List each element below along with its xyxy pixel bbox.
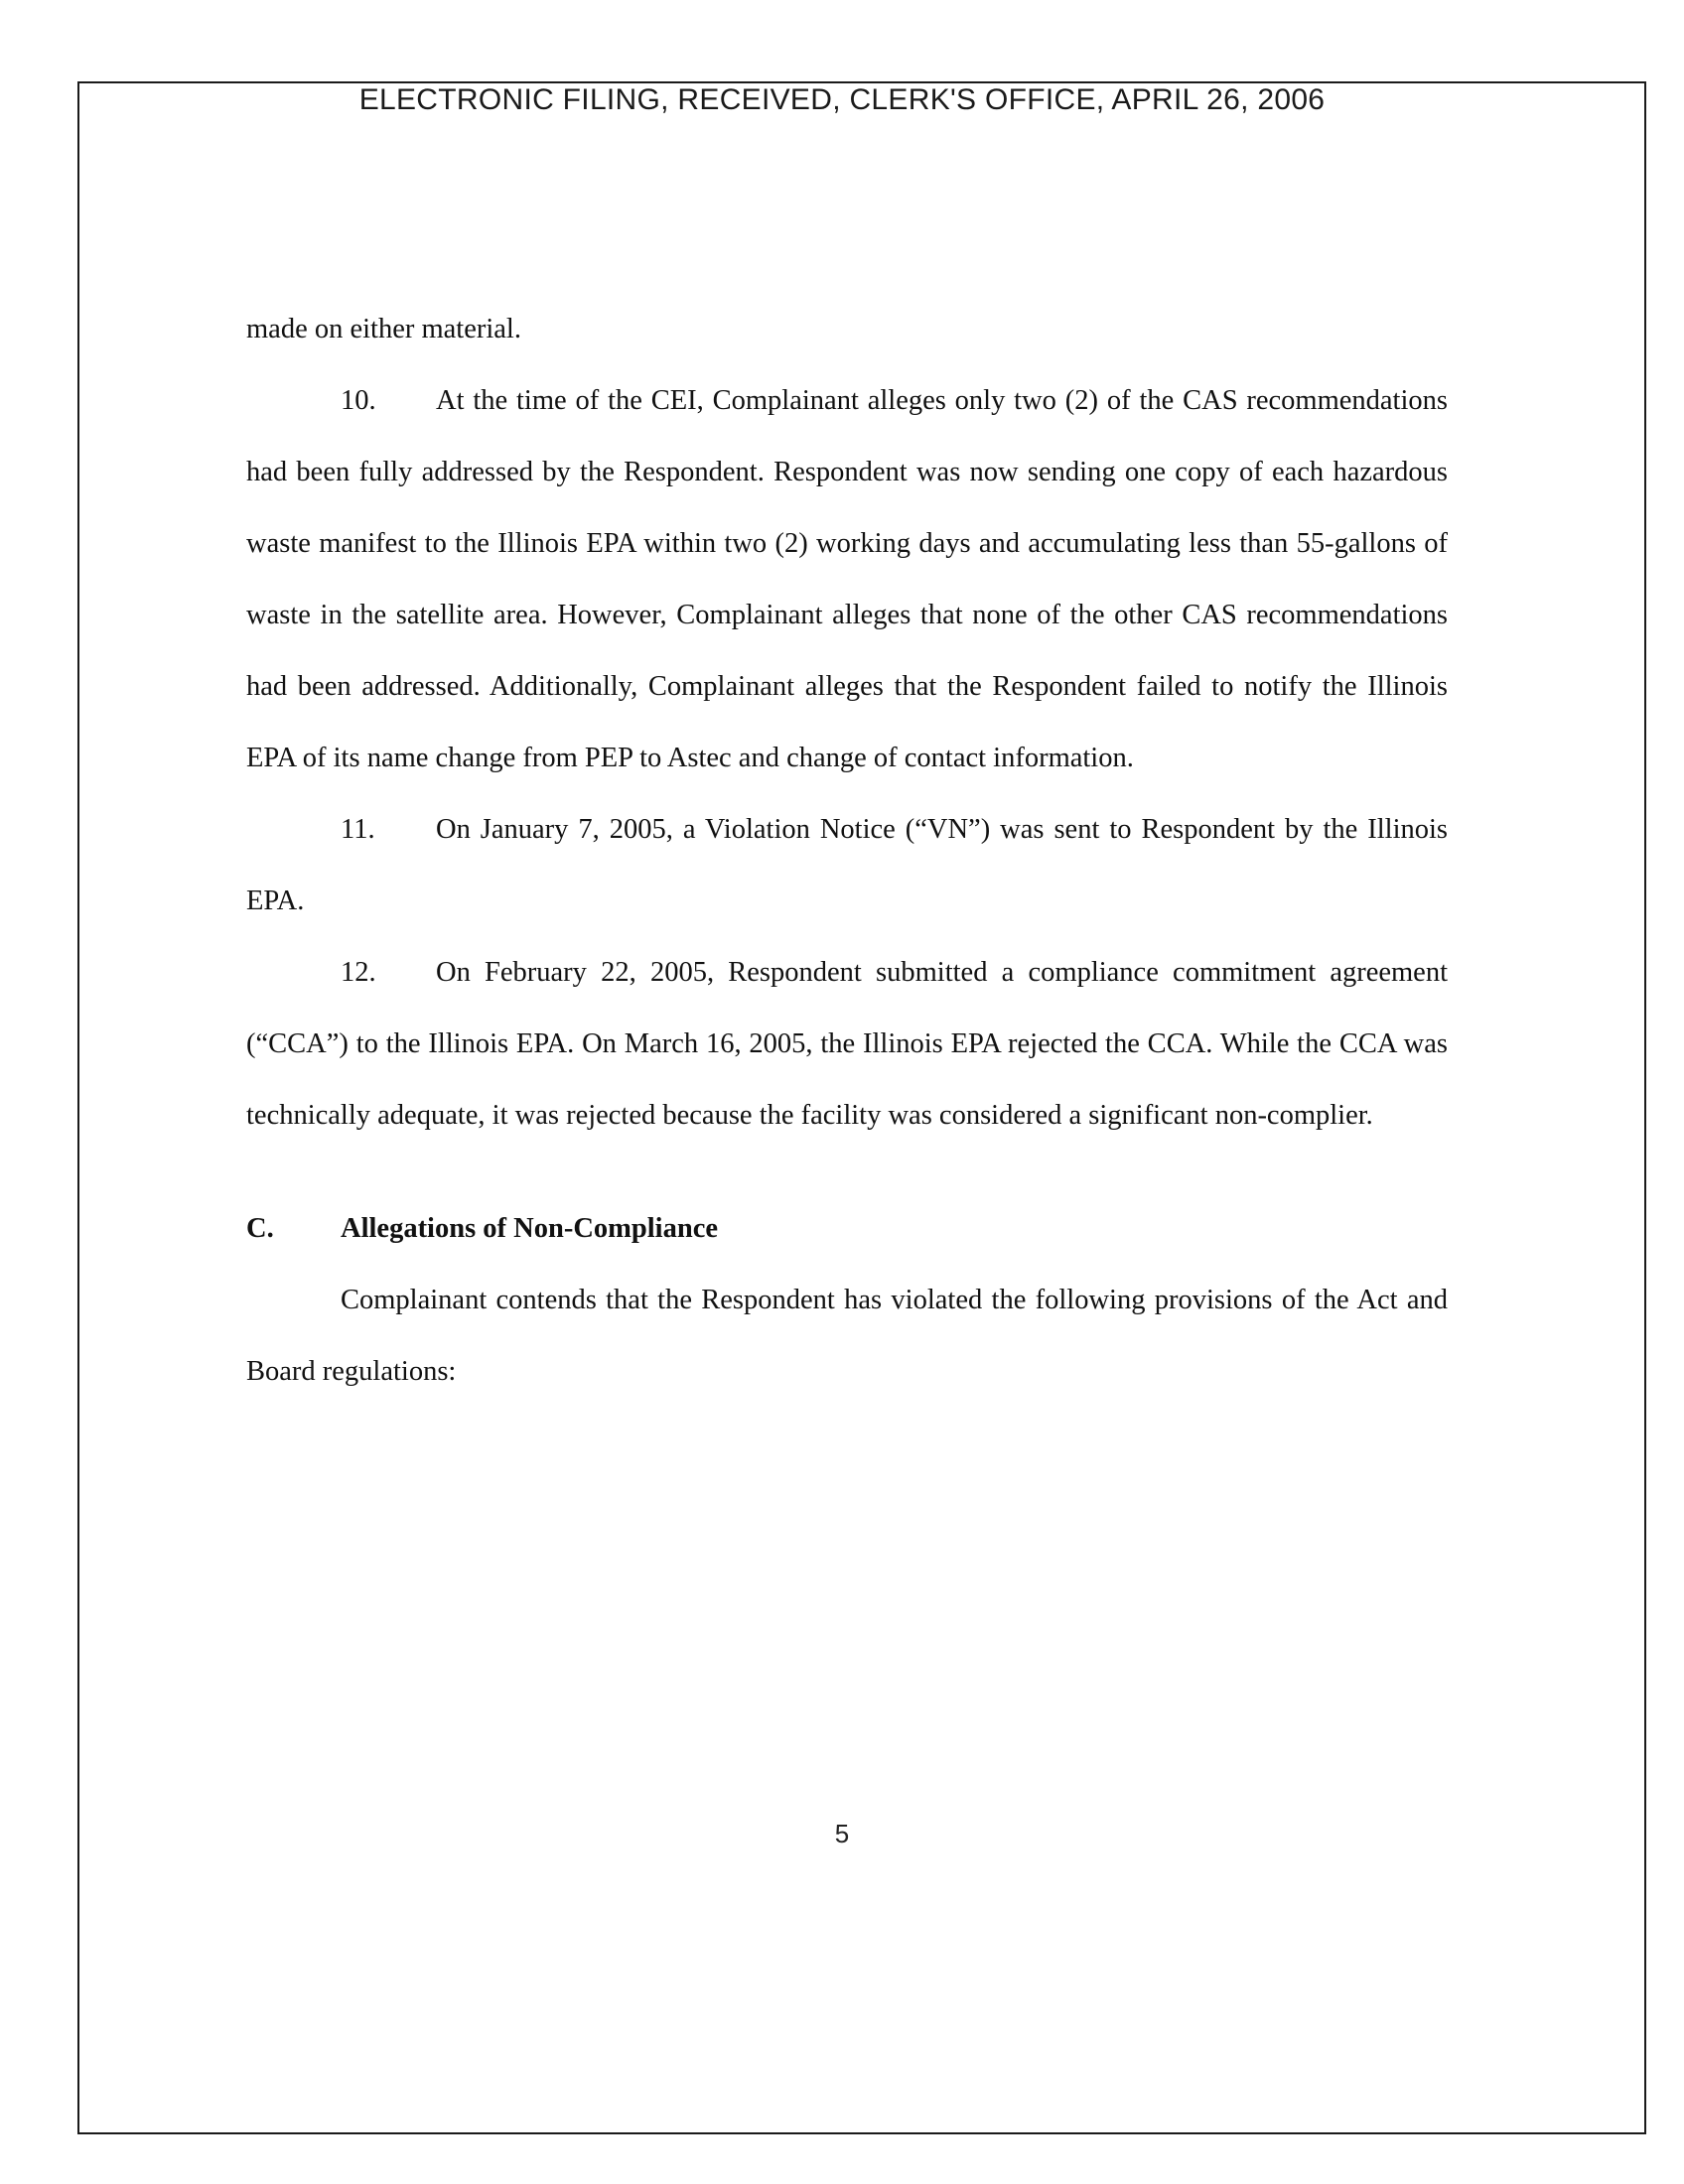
paragraph-text: On January 7, 2005, a Violation Notice (“VN”) was sent to Respondent by the Illinois EPA. bbox=[246, 814, 1448, 916]
paragraph-10 bbox=[246, 365, 1448, 794]
paragraph-text: On February 22, 2005, Respondent submitted a compliance commitment agreement (“CCA”) to the Illinois EPA. On March 16, 2005, the Illinois EPA rejected the CCA. While the CCA was technically adequate, it was rejected because the facility was considered a significant non-complier. bbox=[246, 957, 1448, 1131]
paragraph-11 bbox=[246, 794, 1448, 937]
paragraph-12 bbox=[246, 937, 1448, 1152]
document-body bbox=[246, 294, 1448, 1408]
section-title: Allegations of Non-Compliance bbox=[341, 1213, 718, 1244]
filing-stamp: ELECTRONIC FILING, RECEIVED, CLERK'S OFFICE, APRIL 26, 2006 bbox=[358, 83, 1326, 116]
paragraph-number: 11. bbox=[341, 814, 375, 845]
continuation-text: made on either material. bbox=[246, 314, 521, 344]
section-paragraph: Complainant contends that the Respondent has violated the following provisions of the Act and Board regulations: bbox=[246, 1285, 1448, 1387]
paragraph-text: At the time of the CEI, Complainant alleges only two (2) of the CAS recommendations had been fully addressed by the Respondent. Respondent was now sending one copy of each hazardous waste manifest to the Illinois EPA within two (2) working days and accumulating less than 55-gallons of waste in the satellite area. However, Complainant alleges that none of the other CAS recommendations had been addressed. Additionally, Complainant alleges that the Respondent failed to notify the Illinois EPA of its name change from PEP to Astec and change of contact information. bbox=[246, 385, 1448, 773]
page-number: 5 bbox=[834, 1819, 850, 1848]
section-letter: C. bbox=[246, 1213, 274, 1244]
paragraph-number: 12. bbox=[341, 957, 376, 988]
section-heading bbox=[246, 1193, 1448, 1265]
paragraph-number: 10. bbox=[341, 385, 376, 416]
